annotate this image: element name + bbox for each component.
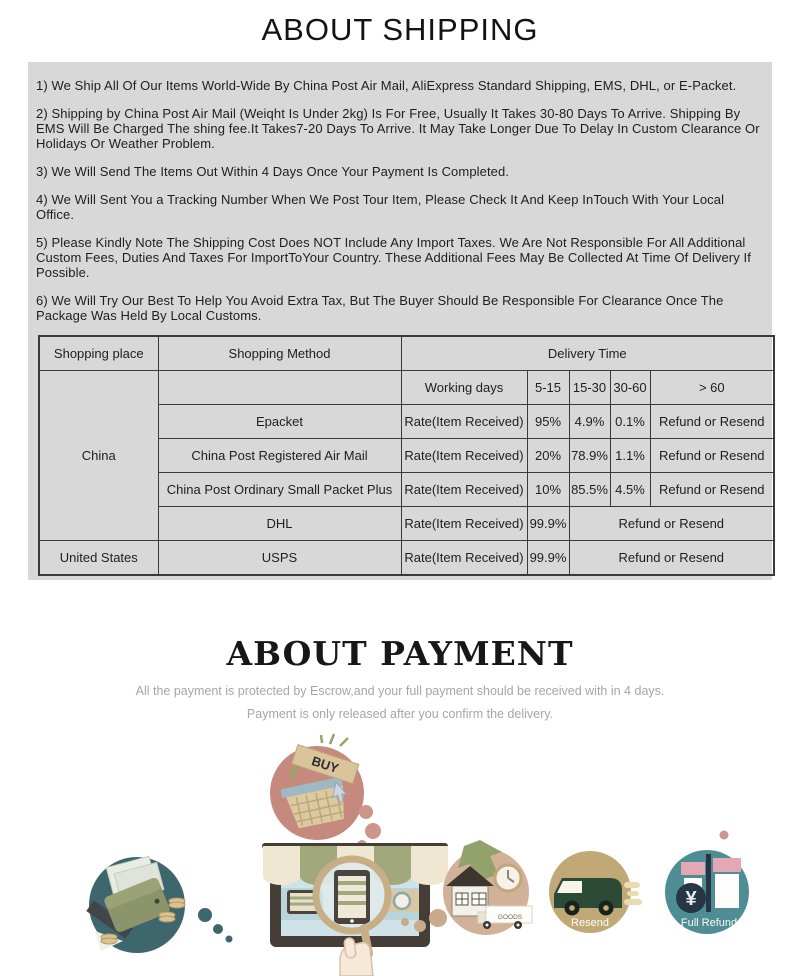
shipping-note-1: 1) We Ship All Of Our Items World-Wide By China Post Air Mail, AliExpress Standard Shipping, EMS, DHL, or E-Packet. bbox=[36, 78, 737, 93]
place-us-cell: United States bbox=[39, 541, 158, 576]
pct-cell: 95% bbox=[527, 405, 569, 439]
pct-cell: 10% bbox=[527, 473, 569, 507]
range-cell: 15-30 bbox=[569, 371, 610, 405]
yen-symbol: ¥ bbox=[685, 888, 697, 910]
shipping-note-3: 3) We Will Send The Items Out Within 4 Days Once Your Payment Is Completed. bbox=[36, 164, 510, 179]
rate-cell: Rate(Item Received) bbox=[401, 405, 527, 439]
full-refund-label: Full Refund bbox=[680, 917, 738, 929]
header-delivery-time: Delivery Time bbox=[401, 336, 774, 371]
pct-cell: 4.5% bbox=[610, 473, 650, 507]
shipping-note-2: 2) Shipping by China Post Air Mail (Weiqht Is Under 2kg) Is For Free, Usually It Takes 30-80 Days To Arrive. Shipping By EMS Will Be Charged The shing fee.It Takes7-20 Days To Arrive. It May Take Longer Due To Delay In Custom Clearance Or Holidays Or Weather Problem. bbox=[36, 106, 760, 151]
range-cell: 30-60 bbox=[610, 371, 650, 405]
table-subheader-row bbox=[39, 371, 774, 405]
pct-cell: 99.9% bbox=[527, 507, 569, 541]
full-refund-icon bbox=[665, 850, 749, 934]
result-cell: Refund or Resend bbox=[569, 541, 774, 576]
header-shopping-method: Shopping Method bbox=[158, 336, 401, 371]
empty-method-cell bbox=[158, 371, 401, 405]
pct-cell: 1.1% bbox=[610, 439, 650, 473]
pct-cell: 85.5% bbox=[569, 473, 610, 507]
about-payment-title: ABOUT PAYMENT bbox=[226, 634, 574, 673]
rate-cell: Rate(Item Received) bbox=[401, 507, 527, 541]
home-delivery-icon bbox=[443, 840, 532, 935]
table-header-row bbox=[39, 336, 774, 371]
shipping-note-6: 6) We Will Try Our Best To Help You Avoid Extra Tax, But The Buyer Should Be Responsible For Clearance Once The Package Was Held By Local Customs. bbox=[36, 293, 724, 323]
range-cell: > 60 bbox=[650, 371, 774, 405]
wallet-money-icon bbox=[86, 855, 185, 953]
goods-label: GOODS bbox=[497, 914, 523, 921]
method-cell: USPS bbox=[158, 541, 401, 576]
working-days-cell: Working days bbox=[401, 371, 527, 405]
pct-cell: 78.9% bbox=[569, 439, 610, 473]
result-cell: Refund or Resend bbox=[650, 473, 774, 507]
rate-cell: Rate(Item Received) bbox=[401, 439, 527, 473]
payment-illustration bbox=[0, 730, 800, 976]
rate-cell: Rate(Item Received) bbox=[401, 473, 527, 507]
about-shipping-title: ABOUT SHIPPING bbox=[261, 12, 539, 47]
shipping-note-4: 4) We Will Sent You a Tracking Number When We Post Tour Item, Please Check It And Keep InTouch With Your Local Office. bbox=[36, 192, 725, 222]
result-cell: Refund or Resend bbox=[650, 439, 774, 473]
storefront-search-icon bbox=[262, 843, 448, 976]
rate-cell: Rate(Item Received) bbox=[401, 541, 527, 576]
table-row-usps bbox=[39, 541, 774, 576]
result-cell: Refund or Resend bbox=[569, 507, 774, 541]
method-cell: DHL bbox=[158, 507, 401, 541]
resend-label: Resend bbox=[571, 917, 609, 929]
shipping-table bbox=[38, 335, 775, 576]
shipping-note-5: 5) Please Kindly Note The Shipping Cost Does NOT Include Any Import Taxes. We Are Not Responsible For All Additional Custom Fees, Duties And Taxes For ImportToYour Country. These Additional Fees May Be Collected At Time Of Delivery If Possible. bbox=[36, 235, 751, 280]
pct-cell: 20% bbox=[527, 439, 569, 473]
header-shopping-place: Shopping place bbox=[39, 336, 158, 371]
method-cell: Epacket bbox=[158, 405, 401, 439]
method-cell: China Post Ordinary Small Packet Plus bbox=[158, 473, 401, 507]
result-cell: Refund or Resend bbox=[650, 405, 774, 439]
method-cell: China Post Registered Air Mail bbox=[158, 439, 401, 473]
buy-basket-bubble-icon bbox=[270, 734, 381, 850]
pct-cell: 0.1% bbox=[610, 405, 650, 439]
buy-label: BUY bbox=[309, 753, 341, 776]
shipping-notes-panel bbox=[28, 62, 772, 580]
resend-van-icon bbox=[549, 851, 642, 933]
range-cell: 5-15 bbox=[527, 371, 569, 405]
payment-subtitle-line1: All the payment is protected by Escrow,and your full payment should be received with in 4 days. bbox=[135, 684, 665, 698]
pct-cell: 4.9% bbox=[569, 405, 610, 439]
pct-cell: 99.9% bbox=[527, 541, 569, 576]
payment-subtitle-line2: Payment is only released after you confirm the delivery. bbox=[246, 707, 554, 721]
place-china-cell: China bbox=[39, 371, 158, 541]
